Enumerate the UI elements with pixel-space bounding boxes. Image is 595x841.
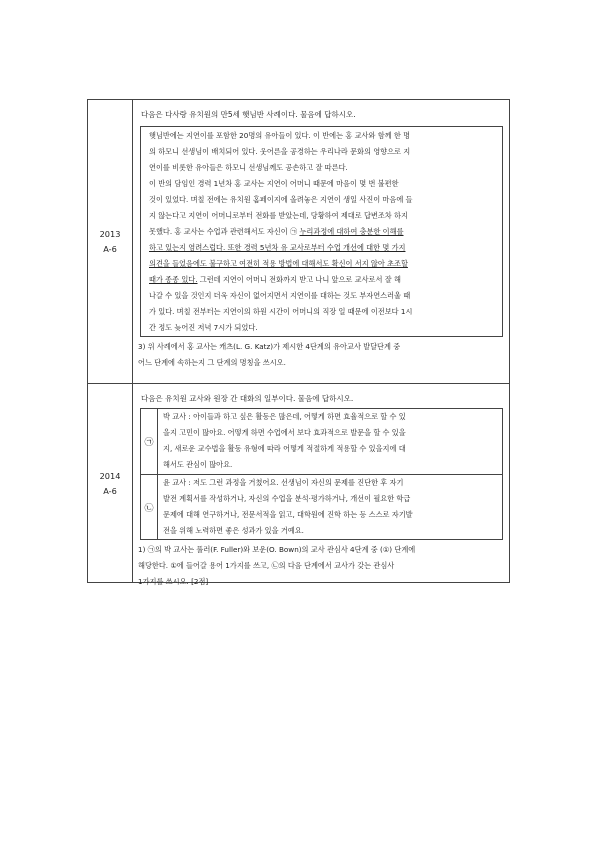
case-line bbox=[149, 275, 401, 284]
dialogue-line: 발전 계획서를 작성하거나, 자신의 수업을 분석·평가하거나, 개선이 필요한 학급 bbox=[163, 494, 411, 503]
case-text: 그런데 지연이 어머니 전화까지 받고 나니 앞으로 교사로서 잘 해 bbox=[197, 275, 401, 284]
question-line: 해당한다. ①에 들어갈 용어 1가지를 쓰고, ㉡의 다음 단계에서 교사가 갖는 관심사 bbox=[138, 561, 395, 570]
case-line: 이 반의 담임인 경력 1년차 홍 교사는 지연이 어머니 때문에 마음이 몇 번 불편한 bbox=[149, 179, 399, 188]
question-cell bbox=[133, 384, 509, 586]
case-line: 의 하모니 선생님이 배치되어 있다. 웃어른을 공경하는 우리나라 문화의 영향으로 지 bbox=[149, 147, 411, 156]
question-line: 3) 위 사례에서 홍 교사는 캐츠(L. G. Katz)가 제시한 4단계의 유아교사 발달단계 중 bbox=[138, 342, 401, 351]
dialogue-line: 문제에 대해 연구하거나, 전문서적을 읽고, 대학원에 진학 하는 등 스스로 자기발 bbox=[163, 510, 413, 519]
item-code: A-6 bbox=[103, 485, 117, 496]
year-label: 2014 bbox=[99, 470, 121, 481]
underlined-text: 때가 종종 있다. bbox=[149, 275, 198, 284]
dialogue-line: 윤 교사 : 저도 그런 과정을 거쳤어요. 선생님이 자신의 문제를 진단한 후 자기 bbox=[163, 478, 404, 487]
question-cell bbox=[133, 100, 509, 383]
case-text: 못했다. 홍 교사는 수업과 관련해서도 자신이 ㉠ bbox=[149, 227, 300, 236]
year-label: 2013 bbox=[99, 228, 121, 239]
case-line: 햇님반에는 지연이를 포함한 20명의 유아들이 있다. 이 반에는 홍 교사와 함께 한 명 bbox=[149, 131, 411, 140]
question-line: 1) ㉠의 박 교사는 풀러(F. Fuller)와 보운(O. Bown)의 교사 관심사 4단계 중 (①) 단계에 bbox=[138, 545, 416, 554]
dialogue-cell bbox=[141, 409, 502, 475]
dialogue-box bbox=[140, 408, 503, 540]
dialogue-line: 지, 새로운 교수법을 활동 유형에 따라 어떻게 적절하게 적용할 수 있을지에 대 bbox=[163, 444, 406, 453]
table-row-2014 bbox=[88, 384, 509, 586]
question-intro: 다음은 다사랑 유치원의 만5세 햇님반 사례이다. 물음에 답하시오. bbox=[141, 110, 356, 119]
case-line: 지 않는다고 지연이 어머니로부터 전화를 받았는데, 당황하여 제대로 답변조차 하지 bbox=[149, 211, 408, 220]
underlined-line: 의견을 들었음에도 불구하고 여전히 적용 방법에 대해서도 확신이 서지 않아 초조할 bbox=[149, 259, 408, 268]
underlined-text: 누리과정에 대하여 충분한 이해를 bbox=[299, 227, 404, 236]
marker-label: ㉡ bbox=[141, 475, 158, 539]
dialogue-line: 박 교사 : 아이들과 하고 싶은 활동은 많은데, 어떻게 하면 효율적으로 할 수 있 bbox=[163, 412, 406, 421]
table-row-2013 bbox=[88, 100, 509, 384]
case-line: 나갈 수 있을 것인지 더욱 자신이 없어지면서 지연이를 대하는 것도 부자연스러울 때 bbox=[149, 291, 411, 300]
case-line bbox=[149, 227, 404, 236]
question-intro: 다음은 유치원 교사와 원장 간 대화의 일부이다. 물음에 답하시오. bbox=[141, 394, 354, 403]
item-code: A-6 bbox=[103, 243, 117, 254]
underlined-line: 하고 있는지 염려스럽다. 또한 경력 5년차 유 교사로부터 수업 개선에 대한 몇 가지 bbox=[149, 243, 406, 252]
case-line: 것이 있었다. 며칠 전에는 유치원 홈페이지에 올려놓은 지연이 생일 사진이 마음에 들 bbox=[149, 195, 413, 204]
dialogue-line: 을지 고민이 많아요. 어떻게 하면 수업에서 보다 효과적으로 발문을 할 수 있을 bbox=[163, 428, 406, 437]
case-box bbox=[140, 126, 503, 337]
exam-table bbox=[87, 99, 510, 586]
dialogue-line: 전을 위해 노력하면 좋은 성과가 있을 거예요. bbox=[163, 526, 304, 535]
year-cell bbox=[88, 384, 133, 583]
case-line: 가 있다. 며칠 전부터는 지연이의 하원 시간이 어머니의 직장 일 때문에 이전보다 1시 bbox=[149, 307, 413, 316]
year-cell bbox=[88, 100, 133, 383]
marker-label: ㉠ bbox=[141, 409, 158, 474]
dialogue-cell bbox=[141, 475, 502, 539]
question-line: 어느 단계에 속하는지 그 단계의 명칭을 쓰시오. bbox=[138, 358, 286, 367]
dialogue-line: 해서도 관심이 많아요. bbox=[163, 460, 233, 469]
case-line: 간 정도 늦어진 저녁 7시가 되었다. bbox=[149, 323, 258, 332]
question-line: 1가지를 쓰시오. [2점] bbox=[138, 577, 209, 586]
case-line: 연이를 비롯한 유아들은 하모니 선생님께도 공손하고 잘 따른다. bbox=[149, 163, 348, 172]
